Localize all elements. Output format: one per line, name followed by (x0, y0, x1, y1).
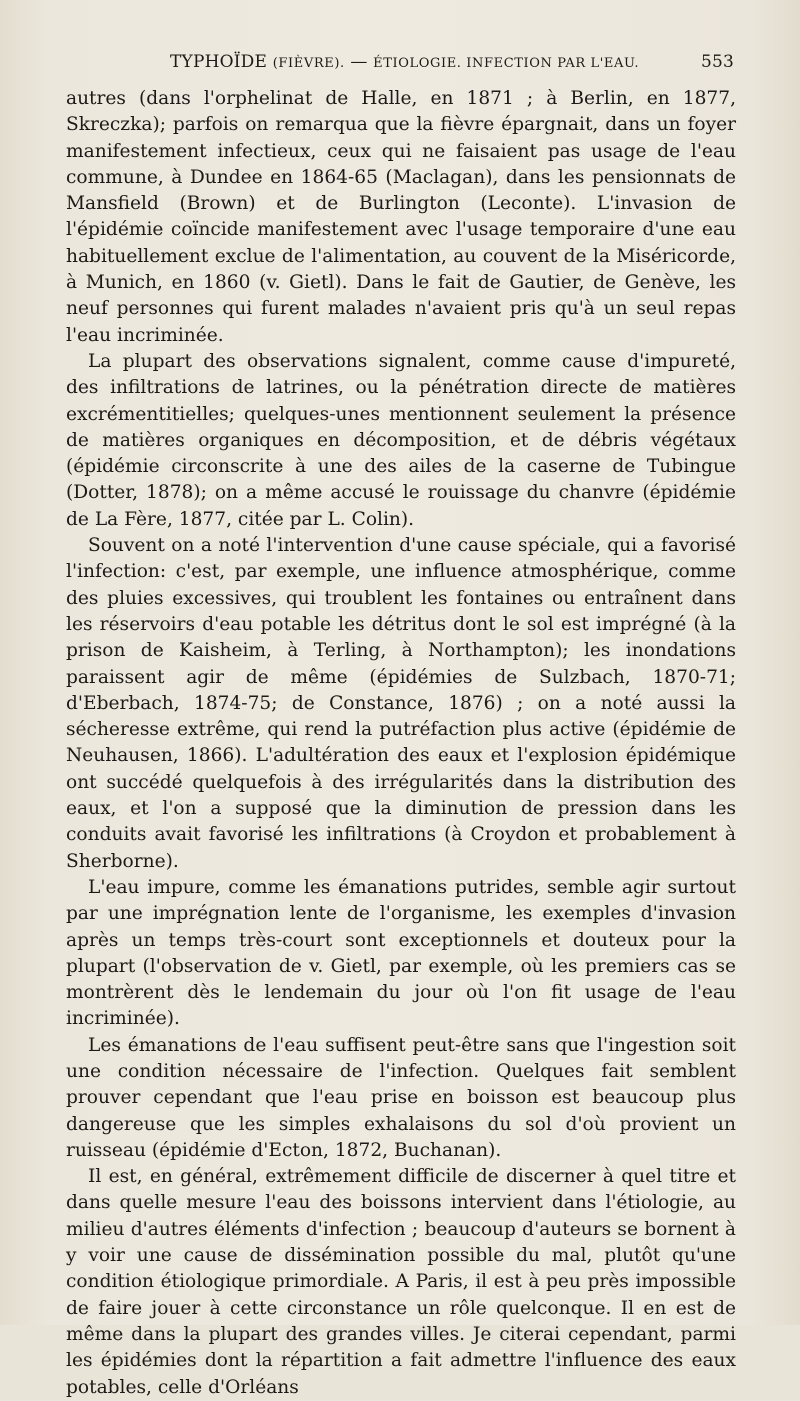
running-head (66, 52, 736, 86)
head-dash: — (350, 52, 368, 72)
paragraph-6: Il est, en général, extrêmement difficile de discerner à quel titre et dans quelle mesure l'eau des boissons intervient dans l'étiologie, au milieu d'autres éléments d'infection ; beaucoup d'auteurs se bornent à y voir une cause de dissémination possible du mal, plutôt qu'une condition étiologique primordiale. A Paris, il est à peu près impossible de faire jouer à cette circonstance un rôle quelconque. Il en est de même dans la plupart des grandes villes. Je citerai cependant, parmi les épidémies dont la répartition a fait admettre l'influence des eaux potables, celle d'Orléans (66, 1166, 736, 1398)
page-number: 553 (700, 52, 734, 72)
paragraph-2: La plupart des observations signalent, comme cause d'impureté, des infiltrations de latrines, ou la pénétration directe de matières excrémentitielles; quelques-unes mentionnent seulement la présence de matières organiques en décomposition, et de débris végétaux (épidémie circonscrite à une des ailes de la caserne de Tubingue (Dotter, 1878); on a même accusé le rouissage du chanvre (épidémie de La Fère, 1877, citée par L. Colin). (66, 350, 736, 530)
head-section: ÉTIOLOGIE. INFECTION PAR L'EAU. (373, 56, 640, 71)
head-title-paren: (FIÈVRE). (272, 56, 345, 71)
body-text (66, 86, 736, 1401)
paragraph-5: Les émanations de l'eau suffisent peut-être sans que l'ingestion soit une condition nécessaire de l'infection. Quelques fait semblent prouver cependant que l'eau prise en boisson est beaucoup plus dangereuse que les simples exhalaisons du sol d'où provient un ruisseau (épidémie d'Ecton, 1872, Buchanan). (66, 1034, 736, 1161)
paragraph-3: Souvent on a noté l'intervention d'une cause spéciale, qui a favorisé l'infection: c'est, par exemple, une influence atmosphérique, comme des pluies excessives, qui troublent les fontaines ou entraînent dans les réservoirs d'eau potable les détritus dont le sol est imprégné (à la prison de Kaisheim, à Terling, à Northampton); les inondations paraissent agir de même (épidémies de Sulzbach, 1870-71; d'Eberbach, 1874-75; de Constance, 1876) ; on a noté aussi la sécheresse extrême, qui rend la putréfaction plus active (épidémie de Neuhausen, 1866). L'adultération des eaux et l'explosion épidémique ont succédé quelquefois à des irrégularités dans la distribution des eaux, et l'on a supposé que la diminution de pression dans les conduits avait favorisé les infiltrations (à Croydon et probablement à Sherborne). (66, 535, 736, 872)
paragraph-4: L'eau impure, comme les émanations putrides, semble agir surtout par une imprégnation lente de l'organisme, les exemples d'invasion après un temps très-court sont exceptionnels et douteux pour la plupart (l'observation de v. Gietl, par exemple, où les premiers cas se montrèrent dès le lendemain du jour où l'on fit usage de l'eau incriminée). (66, 876, 736, 1030)
head-title-main: TYPHOÏDE (170, 52, 268, 72)
paragraph-1: autres (dans l'orphelinat de Halle, en 1871 ; à Berlin, en 1877, Skreczka); parfois on remarqua que la fièvre épargnait, dans un foyer manifestement infectieux, ceux qui ne faisaient pas usage de l'eau commune, à Dundee en 1864-65 (Maclagan), dans les pensionnats de Mansfield (Brown) et de Burlington (Leconte). L'invasion de l'épidémie coïncide manifestement avec l'usage temporaire d'une eau habituellement exclue de l'alimentation, au couvent de la Miséricorde, à Munich, en 1860 (v. Gietl). Dans le fait de Gautier, de Genève, les neuf personnes qui furent malades n'avaient pris qu'à un seul repas l'eau incriminée. (66, 88, 736, 346)
running-head-title (170, 52, 639, 72)
